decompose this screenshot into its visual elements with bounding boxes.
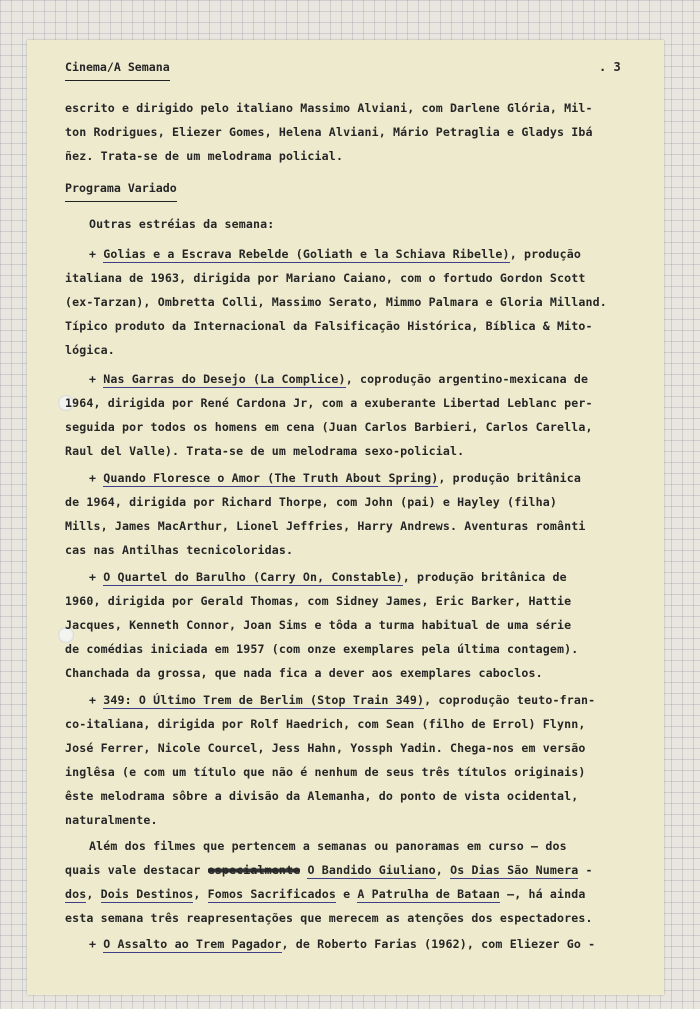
struck-word: especialmente [207, 863, 301, 877]
film-title: A Patrulha de Bataan [357, 887, 500, 901]
film-title: O Quartel do Barulho (Carry On, Constable) [103, 570, 403, 584]
film-title: O Bandido Giuliano [307, 863, 436, 877]
hyphen: - [578, 863, 593, 877]
entry-text: , coprodução argentino-mexicana de [345, 372, 589, 386]
entry-text: , produção britânica de [402, 570, 567, 584]
closing-text: —, há ainda [499, 887, 586, 901]
entry-first-line: + 349: O Último Trem de Berlim (Stop Train 349), coprodução teuto-fran- [89, 693, 596, 707]
intro-line: escrito e dirigido pelo italiano Massimo Alviani, com Darlene Glória, Mil- [65, 101, 593, 115]
film-title: dos [65, 887, 87, 901]
entry-line: de 1964, dirigida por Richard Thorpe, com John (pai) e Hayley (filha) [65, 495, 557, 509]
entry-first-line: + Nas Garras do Desejo (La Complice), coprodução argentino-mexicana de [89, 372, 589, 386]
film-title: O Assalto ao Trem Pagador [103, 937, 282, 951]
bullet: + [89, 937, 104, 951]
separator: , [193, 887, 208, 901]
entry-text: , produção [509, 247, 581, 261]
entry-line: co-italiana, dirigida por Rolf Haedrich, com Sean (filho de Errol) Flynn, [65, 717, 586, 731]
typewritten-page [27, 40, 664, 995]
film-title: Dois Destinos [100, 887, 194, 901]
entry-first-line: + Quando Floresce o Amor (The Truth About Spring), produção britânica [89, 471, 581, 485]
entry-line: Típico produto da Internacional da Falsificação Histórica, Bíblica & Mito- [65, 319, 593, 333]
page-header-title: Cinema/A Semana [65, 60, 170, 81]
separator: , [86, 887, 101, 901]
entry-line: 1960, dirigida por Gerald Thomas, com Sidney James, Eric Barker, Hattie [65, 594, 572, 608]
entry-line: de comédias iniciada em 1957 (com onze exemplares pela última contagem). [65, 642, 579, 656]
closing-text: quais vale destacar [65, 863, 208, 877]
page-number: . 3 [599, 60, 621, 74]
entry-line: cas nas Antilhas tecnicoloridas. [65, 543, 294, 557]
closing-line: Além dos filmes que pertencem a semanas ou panoramas em curso — dos [89, 839, 567, 853]
entry-line: italiana de 1963, dirigida por Mariano Caiano, com o fortudo Gordon Scott [65, 271, 586, 285]
entry-line: Mills, James MacArthur, Lionel Jeffries, Harry Andrews. Aventuras românti [65, 519, 586, 533]
separator: e [335, 887, 358, 901]
closing-line [65, 887, 586, 901]
entry-first-line [89, 937, 595, 951]
entry-line: lógica. [65, 343, 115, 357]
entry-first-line: + O Quartel do Barulho (Carry On, Constable), produção britânica de [89, 570, 567, 584]
section-subtitle: Outras estréias da semana: [89, 217, 275, 231]
entry-line: naturalmente. [65, 813, 158, 827]
entry-line: inglêsa (e com um título que não é nenhum de seus três títulos originais) [65, 765, 586, 779]
separator: , [435, 863, 451, 877]
film-title: Golias e a Escrava Rebelde (Goliath e la Schiava Ribelle) [103, 247, 510, 261]
film-title: Quando Floresce o Amor (The Truth About Spring) [103, 471, 439, 485]
intro-line: ton Rodrigues, Eliezer Gomes, Helena Alviani, Mário Petraglia e Gladys Ibá [65, 125, 593, 139]
entry-text: , produção britânica [438, 471, 581, 485]
closing-line: esta semana três reapresentações que merecem as atenções dos espectadores. [65, 911, 593, 925]
entry-first-line: + Golias e a Escrava Rebelde (Goliath e la Schiava Ribelle), produção [89, 247, 581, 261]
intro-line: ñez. Trata-se de um melodrama policial. [65, 149, 344, 163]
entry-line: 1964, dirigida por René Cardona Jr, com a exuberante Libertad Leblanc per- [65, 396, 593, 410]
film-title: Fomos Sacrificados [207, 887, 336, 901]
film-title: Nas Garras do Desejo (La Complice) [103, 372, 346, 386]
entry-line: Raul del Valle). Trata-se de um melodrama sexo-policial. [65, 444, 465, 458]
closing-line [65, 863, 593, 877]
film-title: Os Dias São Numera [450, 863, 579, 877]
entry-line: êste melodrama sôbre a divisão da Alemanha, do ponto de vista ocidental, [65, 789, 579, 803]
entry-line: (ex-Tarzan), Ombretta Colli, Massimo Serato, Mimmo Palmara e Gloria Milland. [65, 295, 607, 309]
entry-line: José Ferrer, Nicole Courcel, Jess Hahn, Yossph Yadin. Chega-nos em versão [65, 741, 586, 755]
entry-text: , de Roberto Farias (1962), com Eliezer Go - [281, 937, 596, 951]
film-title: 349: O Último Trem de Berlim (Stop Train 349) [103, 693, 425, 707]
section-heading: Programa Variado [65, 181, 177, 202]
entry-line: seguida por todos os homens em cena (Juan Carlos Barbieri, Carlos Carella, [65, 420, 593, 434]
entry-text: , coprodução teuto-fran- [424, 693, 596, 707]
entry-line: Jacques, Kenneth Connor, Joan Sims e tôda a turma habitual de uma série [65, 618, 572, 632]
entry-line: Chanchada da grossa, que nada fica a dever aos exemplares caboclos. [65, 666, 543, 680]
